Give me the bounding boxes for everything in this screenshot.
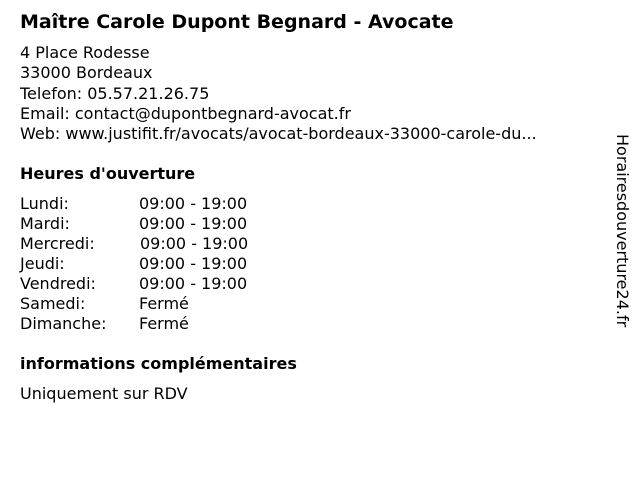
hours-value: 09:00 - 19:00 bbox=[140, 234, 249, 253]
additional-info-heading: informations complémentaires bbox=[20, 354, 297, 373]
day-label: Mardi: bbox=[20, 214, 70, 233]
site-watermark: Horairesdouverture24.fr bbox=[613, 134, 632, 328]
phone-line: Telefon: 05.57.21.26.75 bbox=[20, 83, 210, 103]
hours-value: Fermé bbox=[139, 294, 189, 313]
website-line: Web: www.justifit.fr/avocats/avocat-bordeaux-33000-carole-du... bbox=[20, 124, 537, 144]
street-address: 4 Place Rodesse bbox=[20, 43, 150, 62]
day-label: Samedi: bbox=[20, 294, 86, 313]
hours-value: 09:00 - 19:00 bbox=[139, 214, 248, 233]
hours-value: 09:00 - 19:00 bbox=[139, 274, 248, 293]
email-line: Email: contact@dupontbegnard-avocat.fr bbox=[20, 103, 351, 123]
contact-block bbox=[20, 43, 537, 144]
hours-value: 09:00 - 19:00 bbox=[139, 194, 248, 213]
day-label: Dimanche: bbox=[20, 314, 107, 333]
additional-info-text: Uniquement sur RDV bbox=[20, 384, 188, 403]
day-label: Lundi: bbox=[20, 194, 69, 213]
day-label: Vendredi: bbox=[20, 274, 96, 293]
hours-value: Fermé bbox=[139, 314, 189, 333]
day-label: Mercredi: bbox=[20, 234, 95, 253]
hours-value: 09:00 - 19:00 bbox=[139, 254, 248, 273]
city-postcode: 33000 Bordeaux bbox=[20, 63, 153, 83]
day-label: Jeudi: bbox=[20, 254, 65, 273]
page-title: Maître Carole Dupont Begnard - Avocate bbox=[20, 11, 454, 33]
opening-hours-heading: Heures d'ouverture bbox=[20, 164, 196, 183]
